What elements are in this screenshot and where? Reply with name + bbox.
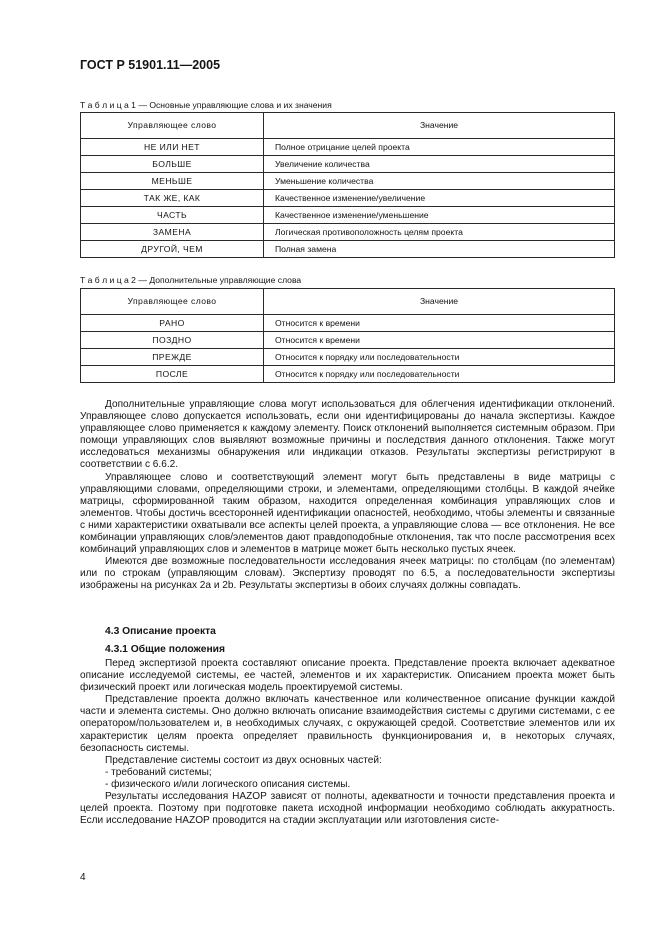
paragraph: Перед экспертизой проекта составляют описание проекта. Представление проекта включает адекватное описание исследуемой системы, ее частей, элементов и их характеристик. Описанием проекта может быть физический проект или логическая модель проектируемой системы. (80, 658, 615, 694)
body-paragraphs-2 (80, 658, 615, 827)
table-row (81, 139, 615, 156)
table-header-row (81, 113, 615, 139)
table-cell-meaning: Относится к времени (264, 315, 615, 332)
table-cell-word: ПОЗДНО (81, 332, 264, 349)
table-cell-meaning: Относится к порядку или последовательности (264, 366, 615, 383)
list-item: - физического и/или логического описания системы. (105, 778, 351, 790)
table-cell-word: РАНО (81, 315, 264, 332)
column-header-word: Управляющее слово (81, 113, 264, 139)
table-row (81, 207, 615, 224)
table-row (81, 315, 615, 332)
table-header-row (81, 289, 615, 315)
document-header: ГОСТ Р 51901.11—2005 (80, 58, 221, 72)
table-cell-meaning: Увеличение количества (264, 156, 615, 173)
table-row (81, 349, 615, 366)
table-cell-word: ПОСЛЕ (81, 366, 264, 383)
table-cell-word: НЕ ИЛИ НЕТ (81, 139, 264, 156)
table-cell-word: ПРЕЖДЕ (81, 349, 264, 366)
table-cell-meaning: Логическая противоположность целям проекта (264, 224, 615, 241)
paragraph: Управляющее слово и соответствующий элемент могут быть представлены в виде матрицы с управляющими словами, определяющими строки, и элементами, определяющими столбцы. В каждой ячейке матрицы, сформированной таким образом, находится определенная комбинация управляющих слов и элементов. Чтобы достичь всесторонней идентификации опасностей, необходимо, чтобы элементы и связанные с ними характеристики охватывали все аспекты целей проекта, а управляющие слова — все отклонения. Не все комбинации управляющих слов/элементов дают правдоподобные отклонения, так что после рассмотрения всех комбинаций управляющих слов и элементов в матрице может быть несколько пустых ячеек. (80, 471, 615, 556)
column-header-word: Управляющее слово (81, 289, 264, 315)
column-header-meaning: Значение (264, 113, 615, 139)
list-item: - требований системы; (105, 766, 212, 778)
table-cell-word: ЧАСТЬ (81, 207, 264, 224)
table-cell-meaning: Полная замена (264, 241, 615, 258)
table-cell-meaning: Относится к порядку или последовательности (264, 349, 615, 366)
table-row (81, 366, 615, 383)
table-cell-word: БОЛЬШЕ (81, 156, 264, 173)
column-header-meaning: Значение (264, 289, 615, 315)
table-row (81, 156, 615, 173)
paragraph: Представление системы состоит из двух основных частей: (105, 754, 382, 766)
section-heading-4-3: 4.3 Описание проекта (105, 626, 216, 637)
table-row (81, 173, 615, 190)
page-number: 4 (80, 872, 86, 883)
section-heading-4-3-1: 4.3.1 Общие положения (105, 644, 225, 655)
table-row (81, 241, 615, 258)
table-row (81, 190, 615, 207)
table2-caption: Т а б л и ц а 2 — Дополнительные управляющие слова (80, 275, 302, 285)
paragraph: Имеются две возможные последовательности исследования ячеек матрицы: по столбцам (по элементам) или по строкам (управляющим словам). Экспертизу проводят по 6.5, а последовательности экспертизы изображены на рисунках 2а и 2b. Результаты экспертизы в обоих случаях должны совпадать. (80, 556, 615, 592)
table-cell-word: МЕНЬШЕ (81, 173, 264, 190)
table2 (80, 288, 615, 383)
paragraph: Представление проекта должно включать качественное или количественное описание функции каждой части и элемента системы. Оно должно включать описание взаимодействия системы с другими системами, с ее оператором/пользователем и, в необходимых случаях, с окружающей средой. Соответствие элементов или их характеристик целям проекта определяет правильность функционирования и, в некоторых случаях, безопасность системы. (80, 694, 615, 754)
table-cell-meaning: Полное отрицание целей проекта (264, 139, 615, 156)
table1 (80, 112, 615, 258)
table1-caption: Т а б л и ц а 1 — Основные управляющие слова и их значения (80, 100, 332, 110)
paragraph: Дополнительные управляющие слова могут использоваться для облегчения идентификации отклонений. Управляющее слово допускается использовать, если они идентифицированы до начала экспертизы. Каждое управляющее слово применяется к каждому элементу. Поиск отклонений выполняется системным образом. При помощи управляющих слов выявляют возможные причины и последствия данного отклонения. Также могут исследоваться механизмы обнаружения или индикации отказов. Результаты экспертизы регистрируют в соответствии с 6.6.2. (80, 399, 615, 471)
table-cell-word: ДРУГОЙ, ЧЕМ (81, 241, 264, 258)
table-cell-meaning: Качественное изменение/увеличение (264, 190, 615, 207)
table-row (81, 332, 615, 349)
table-cell-word: ЗАМЕНА (81, 224, 264, 241)
table-cell-meaning: Качественное изменение/уменьшение (264, 207, 615, 224)
table-cell-meaning: Относится к времени (264, 332, 615, 349)
table-cell-meaning: Уменьшение количества (264, 173, 615, 190)
table-cell-word: ТАК ЖЕ, КАК (81, 190, 264, 207)
body-paragraphs-1 (80, 399, 615, 593)
paragraph: Результаты исследования HAZOP зависят от полноты, адекватности и точности представления проекта и целей проекта. Поэтому при подготовке пакета исходной информации необходимо соблюдать аккуратность. Если исследование HAZOP проводится на стадии эксплуатации или изготовления систе- (80, 791, 615, 827)
table-row (81, 224, 615, 241)
